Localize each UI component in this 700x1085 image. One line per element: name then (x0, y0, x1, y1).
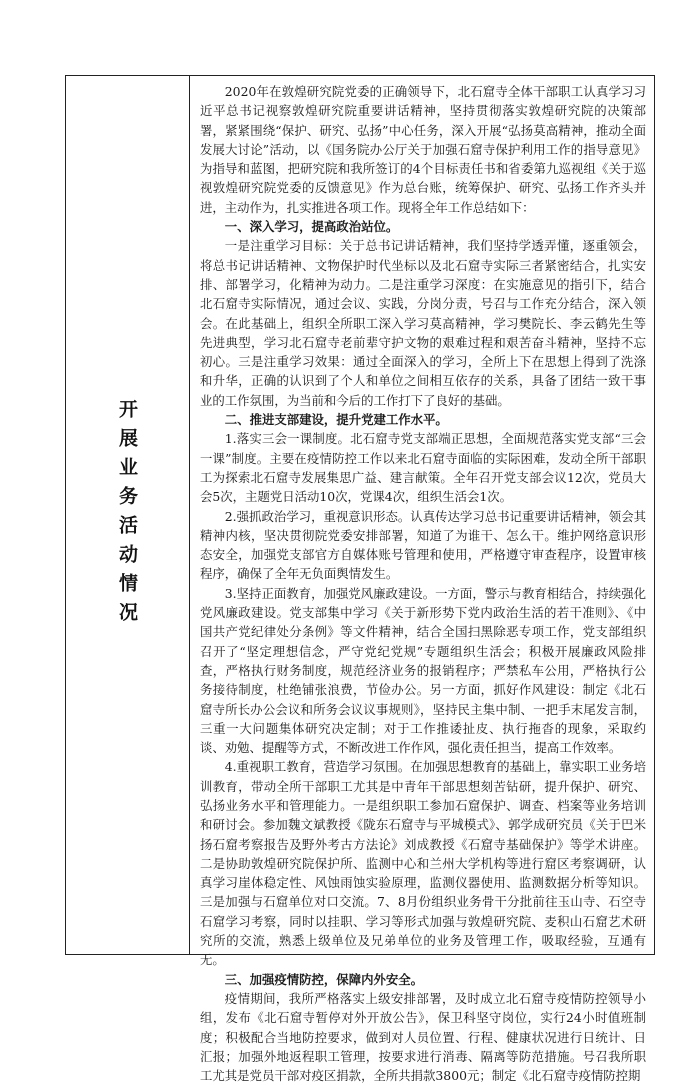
body-paragraph: 一是注重学习目标：关于总书记讲话精神，我们坚持学透弄懂，逐重领会，将总书记讲话精神、文物保护时代坐标以及北石窟寺实际三者紧密结合，扎实安排、部署学习，化精神为动力。二是注重学习深度：在实施意见的指引下，结合北石窟寺实际情况，通过会议、实践，分岗分责，号召与工作充分结合，深入领会。在此基础上，组织全所职工深入学习莫高精神，学习樊院长、李云鹤先生等先进典型，学习北石窟寺老前辈守护文物的艰难过程和艰苦奋斗精神，坚持不忘初心。三是注重学习效果：通过全面深入的学习，全所上下在思想上得到了洗涤和升华，正确的认识到了个人和单位之间相互依存的关系，具备了团结一致干事业的工作氛围，为当前和今后的工作打下了良好的基础。 (200, 238, 646, 408)
section-label-cell (66, 76, 190, 954)
report-table (65, 75, 655, 1084)
section-heading-1: 一、深入学习，提高政治站位。 (224, 219, 399, 235)
section-heading-3: 三、加强疫情防控，保障内外安全。 (224, 971, 424, 987)
body-paragraph: 4.重视职工教育，营造学习氛围。在加强思想教育的基础上，靠实职工业务培训教育，带动全所干部职工尤其是中青年干部思想刻苦钻研，提升保护、研究、弘扬业务水平和管理能力。一是组织职工参加石窟保护、调查、档案等业务培训和研讨会。参加魏文斌教授《陇东石窟寺与平城模式》、郭学成研究员《关于巴米扬石窟考察报告及野外考古方法论》刘成教授《石窟寺基础保护》等学术讲座。二是协助敦煌研究院保护所、监测中心和兰州大学机构等进行窟区考察调研，认真学习崖体稳定性、风蚀雨蚀实验原理，监测仪器使用、监测数据分析等知识。三是加强与石窟单位对口交流。7、8月份组织业务骨干分批前往玉山寺、石空寺石窟学习考察，同时以挂职、学习等形式加强与敦煌研究院、麦积山石窟艺术研究所的交流，熟悉上级单位及兄弟单位的业务及管理工作，吸取经验，互通有无。 (200, 759, 646, 968)
content-cell (190, 76, 654, 1084)
body-paragraph: 2.强抓政治学习，重视意识形态。认真传达学习总书记重要讲话精神，领会其精神内核，坚决贯彻院党委安排部署，知道了为谁干、怎么干。维护网络意识形态安全，加强党支部官方自媒体账号管理和使用，严格遵守审查程序，设置审核程序，确保了全年无负面舆情发生。 (200, 508, 646, 582)
body-paragraph: 1.落实三会一课制度。北石窟寺党支部端正思想，全面规范落实党支部“三会一课”制度。主要在疫情防控工作以来北石窟寺面临的实际困难，发动全所干部职工为探索北石窟寺发展集思广益、建言献策。全年召开党支部会议12次，党员大会5次，主题党日活动10次，党课4次，组织生活会1次。 (200, 431, 646, 505)
intro-paragraph: 2020年在敦煌研究院党委的正确领导下，北石窟寺全体干部职工认真学习习近平总书记视察敦煌研究院重要讲话精神，坚持贯彻落实敦煌研究院的决策部署，紧紧围绕“保护、研究、弘扬”中心任务，深入开展“弘扬莫高精神，推动全面发展大讨论”活动，以《国务院办公厅关于加强石窟寺保护利用工作的指导意见》为指导和蓝图，把研究院和我所签订的4个目标责任书和省委第九巡视组《关于巡视敦煌研究院党委的反馈意见》作为总台账，统筹保护、研究、弘扬工作齐头并进，主动作为，扎实推进各项工作。现将全年工作总结如下： (200, 84, 646, 215)
section-heading-2: 二、推进支部建设，提升党建工作水平。 (224, 412, 448, 428)
body-paragraph: 疫情期间，我所严格落实上级安排部署，及时成立北石窟寺疫情防控领导小组，发布《北石窟寺暂停对外开放公告》，保卫科坚守岗位，实行24小时值班制度；积极配合当地防控要求，做到对人员位置、行程、健康状况进行日统计、日汇报；加强外地返程职工管理，按要求进行消毒、隔离等防范措施。号召我所职工尤其是党员干部对疫区捐款，全所共捐款3800元；制定《北石窟寺疫情防控期 (200, 990, 646, 1084)
section-label: 开展业务活动情况 (116, 399, 138, 631)
body-paragraph: 3.坚持正面教育，加强党风廉政建设。一方面，警示与教育相结合，持续强化党风廉政建设。党支部集中学习《关于新形势下党内政治生活的若干准则》、《中国共产党纪律处分条例》等文件精神，结合全国扫黑除恶专项工作，党支部组织召开了“坚定理想信念，严守党纪党规”专题组织生活会；积极开展廉政风险排查，严格执行财务制度，规范经济业务的报销程序；严禁私车公用，严格执行公务接待制度，杜绝铺张浪费，节俭办公。另一方面，抓好作风建设：制定《北石窟寺所长办公会议和所务会议议事规则》，坚持民主集中制、一把手末尾发言制，三重一大问题集体研究决定制；对于工作推诿扯皮、执行拖沓的现象，采取约谈、劝勉、提醒等方式，不断改进工作作风，强化责任担当，提高工作效率。 (200, 585, 646, 756)
